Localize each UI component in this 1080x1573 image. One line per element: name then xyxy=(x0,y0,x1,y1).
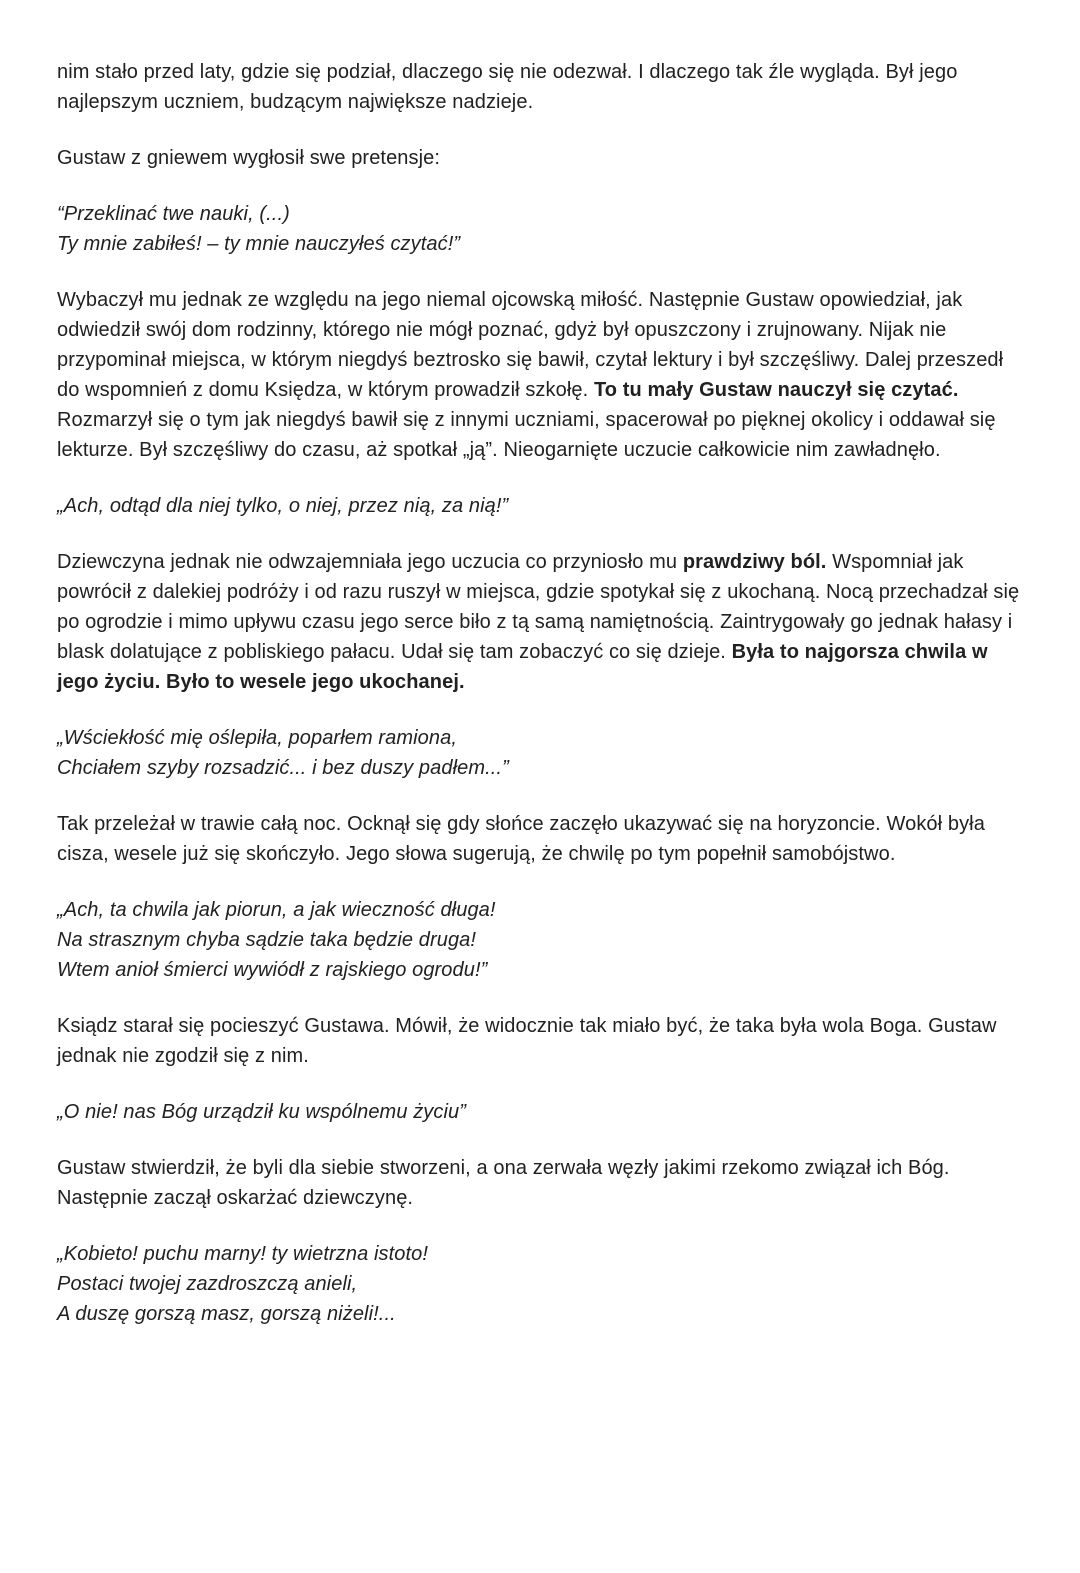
quote-block xyxy=(57,199,1023,259)
quote-line: Ty mnie zabiłeś! – ty mnie nauczyłeś czytać!” xyxy=(57,233,461,255)
document-body xyxy=(57,57,1023,1329)
text-segment: Rozmarzył się o tym jak niegdyś bawił się z innymi uczniami, spacerował po pięknej okolicy i oddawał się lekturze. Był szczęśliwy do czasu, aż spotkał „ją”. Nieogarnięte uczucie całkowicie nim zawładnęło. xyxy=(57,409,996,461)
text-segment: nim stało przed laty, gdzie się podział, dlaczego się nie odezwał. I dlaczego tak źle wygląda. Był jego najlepszym uczniem, budzącym największe nadzieje. xyxy=(57,61,958,113)
quote-line: Na strasznym chyba sądzie taka będzie druga! xyxy=(57,929,477,951)
bold-text-segment: prawdziwy ból. xyxy=(682,551,827,573)
quote-line: Wtem anioł śmierci wywiódł z rajskiego ogrodu!” xyxy=(57,959,488,981)
quote-line: Chciałem szyby rozsadzić... i bez duszy padłem...” xyxy=(57,757,509,779)
text-segment: Wybaczył mu jednak ze względu na jego niemal ojcowską miłość. Następnie Gustaw opowiedział, jak odwiedził swój dom rodzinny, którego nie mógł poznać, gdyż był opuszczony i zrujnowany. Nijak nie przypominał miejsca, w którym niegdyś beztrosko się bawił, czytał lektury i był szczęśliwy. Dalej przeszedł do wspomnień z domu Księdza, w którym prowadził szkołę. xyxy=(57,289,1004,401)
quote-line: “Przeklinać twe nauki, (...) xyxy=(57,203,290,225)
paragraph xyxy=(57,547,1023,697)
bold-text-segment: To tu mały Gustaw nauczył się czytać. xyxy=(593,379,959,401)
quote-block xyxy=(57,723,1023,783)
quote-block xyxy=(57,1097,1023,1127)
quote-block xyxy=(57,895,1023,985)
quote-line: „O nie! nas Bóg urządził ku wspólnemu życiu” xyxy=(57,1101,467,1123)
quote-line: „Wściekłość mię oślepiła, poparłem ramiona, xyxy=(57,727,457,749)
text-segment: Dziewczyna jednak nie odwzajemniała jego uczucia co przyniosło mu xyxy=(57,551,683,573)
quote-line: „Ach, ta chwila jak piorun, a jak wieczność długa! xyxy=(57,899,496,921)
paragraph xyxy=(57,143,1023,173)
quote-line: „Ach, odtąd dla niej tylko, o niej, przez nią, za nią!” xyxy=(57,495,509,517)
text-segment: Gustaw stwierdził, że byli dla siebie stworzeni, a ona zerwała węzły jakimi rzekomo związał ich Bóg. Następnie zaczął oskarżać dziewczynę. xyxy=(57,1157,950,1209)
quote-block xyxy=(57,1239,1023,1329)
quote-line: Postaci twojej zazdroszczą anieli, xyxy=(57,1273,358,1295)
bold-text-segment: Była to najgorsza chwila w jego życiu. Było to wesele jego ukochanej. xyxy=(57,641,988,693)
paragraph xyxy=(57,1153,1023,1213)
text-segment: Tak przeleżał w trawie całą noc. Ocknął się gdy słońce zaczęło ukazywać się na horyzoncie. Wokół była cisza, wesele już się skończyło. Jego słowa sugerują, że chwilę po tym popełnił samobójstwo. xyxy=(57,813,985,865)
paragraph xyxy=(57,809,1023,869)
quote-line: „Kobieto! puchu marny! ty wietrzna istoto! xyxy=(57,1243,429,1265)
text-segment: Ksiądz starał się pocieszyć Gustawa. Mówił, że widocznie tak miało być, że taka była wola Boga. Gustaw jednak nie zgodził się z nim. xyxy=(57,1015,997,1067)
quote-line: A duszę gorszą masz, gorszą niżeli!... xyxy=(57,1303,396,1325)
text-segment: Gustaw z gniewem wygłosił swe pretensje: xyxy=(57,147,441,169)
paragraph xyxy=(57,285,1023,465)
quote-block xyxy=(57,491,1023,521)
text-segment: Wspomniał jak powrócił z dalekiej podróży i od razu ruszył w miejsca, gdzie spotykał się z ukochaną. Nocą przechadzał się po ogrodzie i mimo upływu czasu jego serce biło z tą samą namiętnością. Zaintrygowały go jednak hałasy i blask dolatujące z pobliskiego pałacu. Udał się tam zobaczyć co się dzieje. xyxy=(57,551,1020,663)
paragraph xyxy=(57,1011,1023,1071)
paragraph xyxy=(57,57,1023,117)
